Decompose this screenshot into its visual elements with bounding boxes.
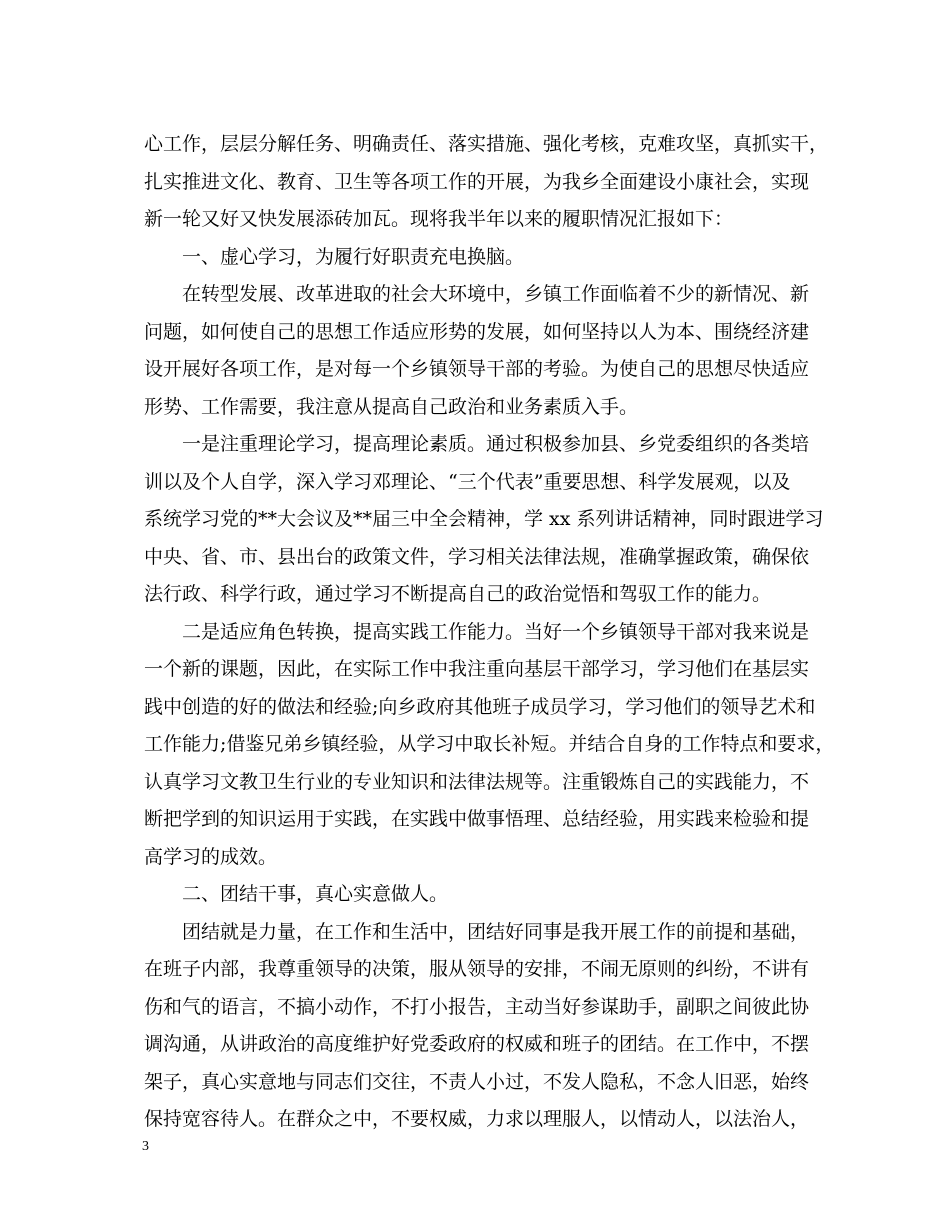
page-number: 3 [142,1139,149,1154]
text-line-1: 心工作，层层分解任务、明确责任、落实措施、强化考核，克难攻坚，真抓实干， [144,133,829,155]
heading-section-1: 一、虚心学习，为履行好职责充电换脑。 [182,246,525,268]
text-line-22: 团结就是力量，在工作和生活中，团结好同事是我开展工作的前提和基础， [182,921,810,943]
text-line-19: 断把学到的知识运用于实践，在实践中做事悟理、总结经验，用实践来检验和提 [144,808,810,830]
text-line-17: 工作能力;借鉴兄弟乡镇经验，从学习中取长补短。并结合自身的工作特点和要求， [144,733,835,755]
text-line-2: 扎实推进文化、教育、卫生等各项工作的开展，为我乡全面建设小康社会，实现 [144,171,810,193]
text-line-13: 法行政、科学行政，通过学习不断提高自己的政治觉悟和驾驭工作的能力。 [144,583,772,605]
text-line-25: 调沟通，从讲政治的高度维护好党委政府的权威和班子的团结。在工作中，不摆 [144,1033,810,1055]
text-line-10: 训以及个人自学，深入学习邓理论、“三个代表”重要思想、科学发展观，以及 [144,471,791,493]
text-line-8: 形势、工作需要，我注意从提高自己政治和业务素质入手。 [144,396,639,418]
text-line-16: 践中创造的好的做法和经验;向乡政府其他班子成员学习，学习他们的领导艺术和 [144,696,816,718]
text-line-11: 系统学习党的**大会议及**届三中全会精神，学 xx 系列讲话精神，同时跟进学习 [144,508,824,530]
heading-section-2: 二、团结干事，真心实意做人。 [182,883,449,905]
text-line-3: 新一轮又好又快发展添砖加瓦。现将我半年以来的履职情况汇报如下： [144,208,734,230]
text-line-26: 架子，真心实意地与同志们交往，不责人小过，不发人隐私，不念人旧恶，始终 [144,1071,810,1093]
text-line-12: 中央、省、市、县出台的政策文件，学习相关法律法规，准确掌握政策，确保依 [144,546,810,568]
text-line-14: 二是适应角色转换，提高实践工作能力。当好一个乡镇领导干部对我来说是 [182,621,810,643]
text-line-23: 在班子内部，我尊重领导的决策，服从领导的安排，不闹无原则的纠纷，不讲有 [144,958,810,980]
text-line-20: 高学习的成效。 [144,846,278,868]
text-line-18: 认真学习文教卫生行业的专业知识和法律法规等。注重锻炼自己的实践能力，不 [144,771,810,793]
text-line-5: 在转型发展、改革进取的社会大环境中，乡镇工作面临着不少的新情况、新 [182,283,810,305]
text-line-7: 设开展好各项工作，是对每一个乡镇领导干部的考验。为使自己的思想尽快适应 [144,358,810,380]
text-line-6: 问题，如何使自己的思想工作适应形势的发展，如何坚持以人为本、围绕经济建 [144,321,810,343]
text-line-27: 保持宽容待人。在群众之中，不要权威，力求以理服人，以情动人，以法治人， [144,1108,810,1130]
text-line-9: 一是注重理论学习，提高理论素质。通过积极参加县、乡党委组织的各类培 [182,433,810,455]
text-line-24: 伤和气的语言，不搞小动作，不打小报告，主动当好参谋助手，副职之间彼此协 [144,996,810,1018]
text-line-15: 一个新的课题，因此，在实际工作中我注重向基层干部学习，学习他们在基层实 [144,658,810,680]
